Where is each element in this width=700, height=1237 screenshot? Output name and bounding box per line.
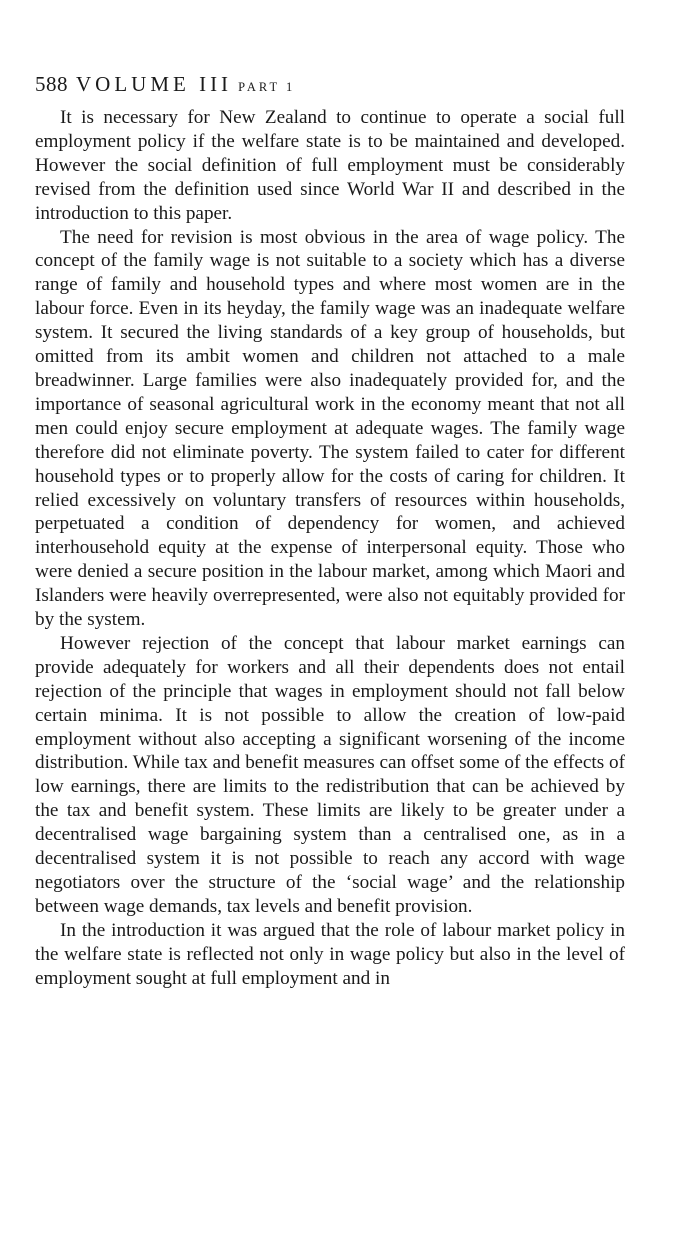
body-text — [35, 106, 625, 991]
running-head — [35, 70, 625, 98]
paragraph-full-employment-policy: It is necessary for New Zealand to continue to operate a social full employment policy if the welfare state is to be maintained and developed. However the social definition of full employment must be considerably revised from the definition used since World War II and described in the introduction to this paper. — [35, 107, 625, 224]
paragraph-family-wage: The need for revision is most obvious in the area of wage policy. The concept of the family wage is not suitable to a society which has a diverse range of family and household types and where most women are in the labour force. Even in its heyday, the family wage was an inadequate welfare system. It secured the living standards of a key group of households, but omitted from its ambit women and children not attached to a male breadwinner. Large families were also inadequately provided for, and the importance of seasonal agricultural work in the economy meant that not all men could enjoy secure employment at adequate wages. The family wage therefore did not eliminate poverty. The system failed to cater for different household types or to properly allow for the costs of caring for children. It relied excessively on voluntary transfers of resources within households, perpetuated a condition of dependency for women, and achieved interhousehold equity at the expense of interpersonal equity. Those who were denied a secure position in the labour market, among which Maori and Islanders were heavily overrepresented, were also not equitably provided for by the system. — [35, 226, 625, 631]
paragraph-wage-minima: However rejection of the concept that labour market earnings can provide adequately for workers and all their dependents does not entail rejection of the principle that wages in employment should not fall below certain minima. It is not possible to allow the creation of low-paid employment without also accepting a significant worsening of the income distribution. While tax and benefit measures can offset some of the effects of low earnings, there are limits to the redistribution that can be achieved by the tax and benefit system. These limits are likely to be greater under a decentralised wage bargaining system than a centralised one, as in a decentralised system it is not possible to reach any accord with wage negotiators over the structure of the ‘social wage’ and the relationship between wage demands, tax levels and benefit provision. — [35, 632, 625, 917]
paragraph-labour-market-policy: In the introduction it was argued that the role of labour market policy in the welfare state is reflected not only in wage policy but also in the level of employment sought at full employment and in — [35, 919, 625, 989]
volume-label: VOLUME III — [76, 72, 233, 96]
book-page — [35, 70, 625, 991]
page-number: 588 — [35, 72, 68, 96]
part-label: PART 1 — [238, 80, 296, 94]
